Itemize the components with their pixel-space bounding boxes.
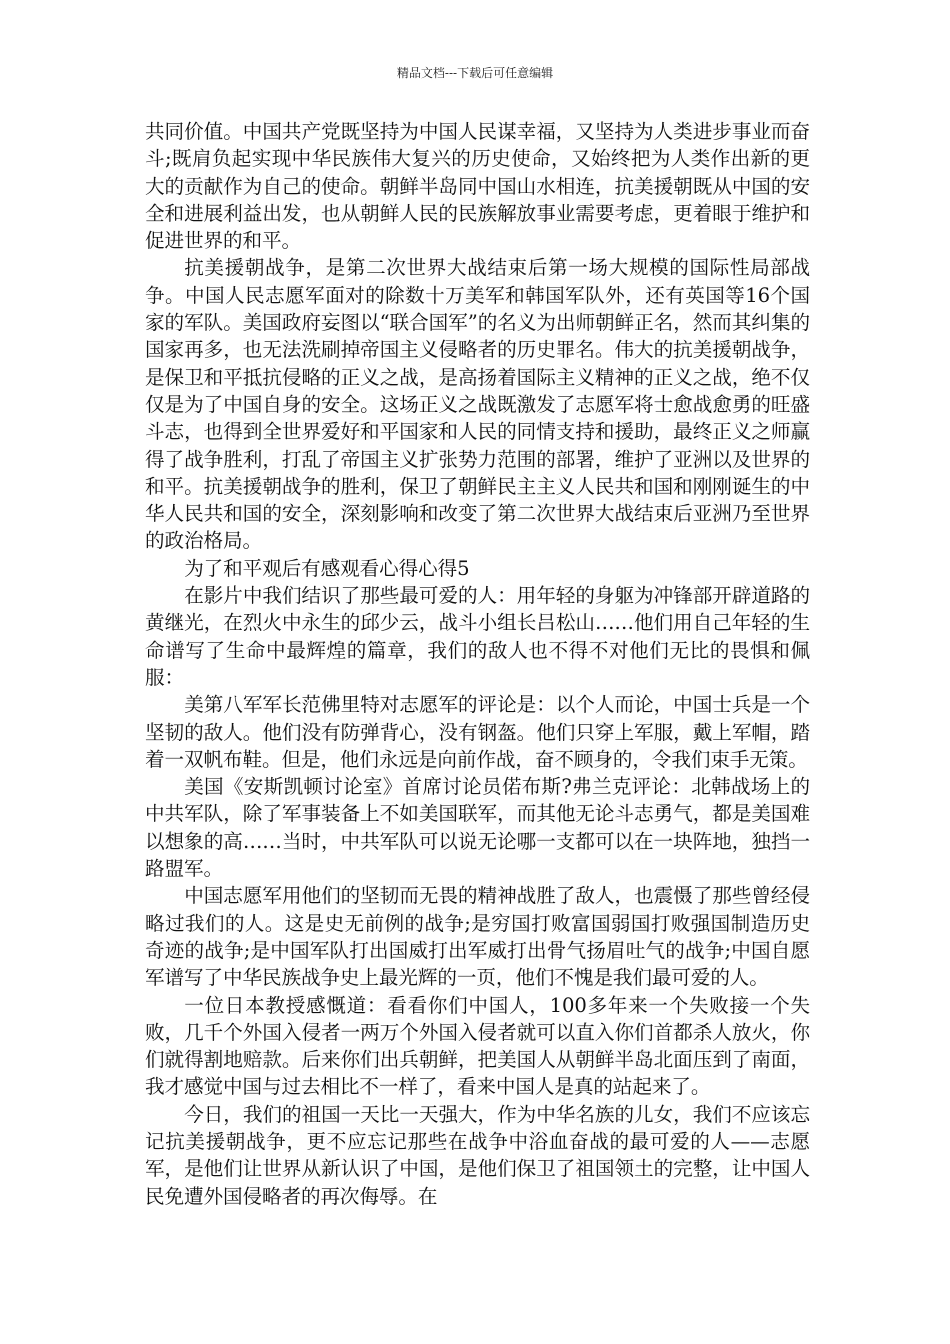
page-header: 精品文档---下载后可任意编辑 — [396, 66, 554, 80]
paragraph: 在影片中我们结识了那些最可爱的人：用年轻的身躯为冲锋部开辟道路的黄继光，在烈火中永生的邱少云，战斗小组长吕松山……他们用自己年轻的生命谱写了生命中最辉煌的篇章，我们的敌人也不得不对他们无比的畏惧和佩服： — [145, 584, 810, 689]
paragraph: 美国《安斯凯顿讨论室》首席讨论员偌布斯?弗兰克评论：北韩战场上的中共军队，除了军事装备上不如美国联军，而其他无论斗志勇气，都是美国难以想象的高……当时，中共军队可以说无论哪一支都可以在一块阵地，独挡一路盟军。 — [145, 775, 810, 881]
paragraph: 中国志愿军用他们的坚韧而无畏的精神战胜了敌人，也震慑了那些曾经侵略过我们的人。这是史无前例的战争;是穷国打败富国弱国打败强国制造历史奇迹的战争;是中国军队打出国威打出军威打出骨气扬眉吐气的战争;中国自愿军谱写了中华民族战争史上最光辉的一页，他们不愧是我们最可爱的人。 — [145, 884, 810, 990]
paragraph: 一位日本教授感慨道：看看你们中国人，100多年来一个失败接一个失败，几千个外国入侵者一两万个外国入侵者就可以直入你们首都杀人放火，你们就得割地赔款。后来你们出兵朝鲜，把美国人从朝鲜半岛北面压到了南面，我才感觉中国与过去相比不一样了，看来中国人是真的站起来了。 — [145, 993, 810, 1099]
section-heading: 为了和平观后有感观看心得心得5 — [184, 556, 470, 580]
paragraph: 抗美援朝战争，是第二次世界大战结束后第一场大规模的国际性局部战争。中国人民志愿军面对的除数十万美军和韩国军队外，还有英国等16个国家的军队。美国政府妄图以“联合国军”的名义为出师朝鲜正名，然而其纠集的国家再多，也无法洗刷掉帝国主义侵略者的历史罪名。伟大的抗美援朝战争，是保卫和平抵抗侵略的正义之战，是高扬着国际主义精神的正义之战，绝不仅仅是为了中国自身的安全。这场正义之战既激发了志愿军将士愈战愈勇的旺盛斗志，也得到全世界爱好和平国家和人民的同情支持和援助，最终正义之师赢得了战争胜利，打乱了帝国主义扩张势力范围的部署，维护了亚洲以及世界的和平。抗美援朝战争的胜利，保卫了朝鲜民主主义人民共和国和刚刚诞生的中华人民共和国的安全，深刻影响和改变了第二次世界大战结束后亚洲乃至世界的政治格局。 — [145, 256, 810, 553]
paragraph: 美第八军军长范佛里特对志愿军的评论是：以个人而论，中国士兵是一个坚韧的敌人。他们没有防弹背心，没有钢盔。他们只穿上军服，戴上军帽，踏着一双帆布鞋。但是，他们永远是向前作战，奋不顾身的，令我们束手无策。 — [145, 693, 810, 771]
document-body — [145, 118, 810, 1210]
paragraph: 今日，我们的祖国一天比一天强大，作为中华名族的儿女，我们不应该忘记抗美援朝战争，更不应忘记那些在战争中浴血奋战的最可爱的人——志愿军，是他们让世界从新认识了中国，是他们保卫了祖国领土的完整，让中国人民免遭外国侵略者的再次侮辱。在 — [145, 1102, 810, 1208]
paragraph: 共同价值。中国共产党既坚持为中国人民谋幸福，又坚持为人类进步事业而奋斗;既肩负起实现中华民族伟大复兴的历史使命，又始终把为人类作出新的更大的贡献作为自己的使命。朝鲜半岛同中国山水相连，抗美援朝既从中国的安全和进展利益出发，也从朝鲜人民的民族解放事业需要考虑，更着眼于维护和促进世界的和平。 — [145, 120, 810, 253]
